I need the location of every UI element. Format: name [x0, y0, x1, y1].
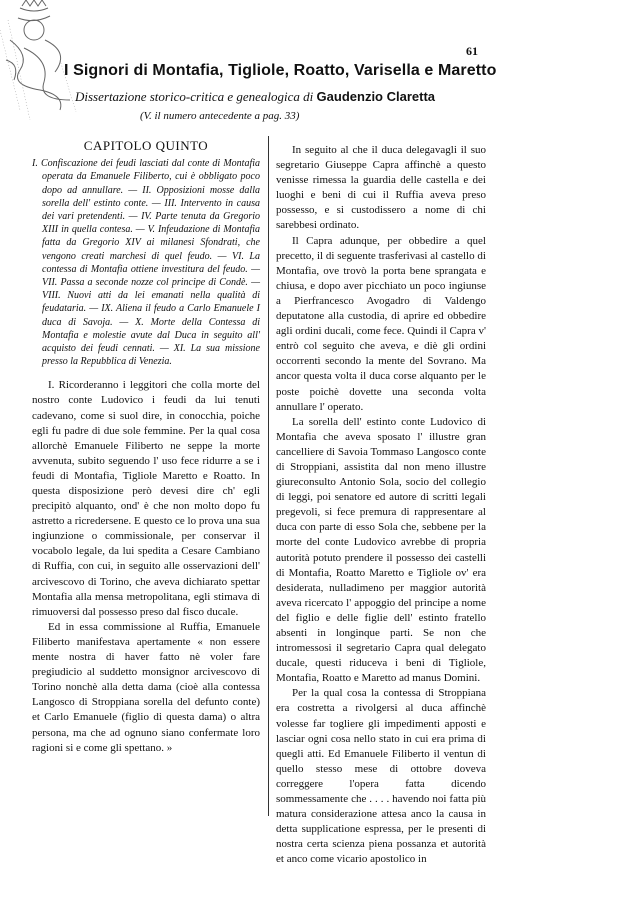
author-name: Gaudenzio Claretta — [316, 89, 436, 104]
paragraph: La sorella dell' estinto conte Ludovico di Montafia che aveva sposato l' illustre gran cancelliere di Savoia Tommaso Langosco conte di Stroppiani, assistita dal non meno illustre giureconsulto Antonio Sola, socio del collegio di leggi, poi senatore ed autore di scritti legali pregevoli, si fece premura di rappresentare al duca con parte di esso Sola che, sebbene per la morte del conte Ludovico avrebbe di propria autorità potuto prendere il possesso dei castelli di Montafia, Roatto Maretto e Tigliole ov' era desiderata, nulladimeno per maggior autorità aveva ricercato l' appoggio del principe a nome del figlio e delle figlie dell' estinto fratello absenti in longinque parti. Se non che intromessosi il segretario Capra qual delegato ducale, questi riduceva i beni di Tigliole, Montafia, Roatto e Maretto ad manus Domini. — [276, 415, 486, 685]
chapter-summary: I. Confiscazione dei feudi lasciati dal conte di Montafia operata da Emanuele Filiberto, cui è obbligato poco dopo ad annullare. — II. Opposizioni mosse dalla sorella dell' estinto conte. — III. Intervento in causa dei vari pretendenti. — IV. Parte tenuta da Gregorio XIII in quella contesa. — V. Infeudazione di Montafia fatta da Gregorio XIV ai milanesi Sfondrati, che vengono creati marchesi di quel feudo. — VI. La contessa di Montafia ottiene investitura del feudo. — VII. Passa a seconde nozze col principe di Condè. — VIII. Nuovi atti da lei emanati nella qualità di feudataria. — IX. Aliena il feudo a Carlo Emanuele I duca di Savoja. — X. Morte della Contessa di Montafia e molestie avute dal Duca in seguito all' acquisto dei feudi cennati. — XI. La sua missione presso la Repubblica di Venezia. — [32, 158, 260, 368]
paragraph: In seguito al che il duca delegavagli il suo segretario Giuseppe Capra affinchè a questo venisse rimessa la guardia delle castella e dei luoghi e beni di cui il Ruffia aveva preso possesso, e si custodissero a nome di chi sarebbesi ordinato. — [276, 144, 486, 232]
right-column — [276, 143, 486, 868]
paragraph: Il Capra adunque, per obbedire a quel precetto, il di seguente trasferivasi al castello di Montafia, ove trovò la porta bene sprangata e chiusa, e dopo aver picchiato un poco ingiunse a Pierfrancesco Avogadro di Valdengo deputatone alla custodia, di aprire ed obbedire agli ordini ducali, come fece. Quindi il Capra v' entrò col seguito che aveva, e diè gli ordini occorrenti secondo la mente del Sovrano. Ma ancor questa volta il duca corse alquanto per le poste poichè dovette una seconda volta annullare l' operato. — [276, 234, 486, 413]
chapter-heading: CAPITOLO QUINTO — [83, 138, 209, 153]
left-column — [32, 138, 260, 756]
paragraph: Ed in essa commissione al Ruffia, Emanuele Filiberto manifestava apertamente « non essere mente nostra di haver fatto nè voler fare pregiudicio al suddetto monsignor arcivescovo di Torino nonchè alla detta dama (cioè alla contessa Langosco di Stroppiana sorella del defunto conte) et Carlo Emanuele (figlio di questa dama) o altra persona, ma che ad ognuno siano confermate loro ragioni si e come gli spettano. » — [32, 620, 260, 754]
column-divider — [268, 136, 269, 816]
article-subtitle — [75, 89, 595, 105]
page-number: 61 — [466, 44, 478, 58]
subtitle-prefix: Dissertazione storico-critica e genealogica di — [75, 89, 314, 104]
article-title: I Signori di Montafia, Tigliole, Roatto, Varisella e Maretto — [64, 62, 497, 79]
paragraph: Per la qual cosa la contessa di Stroppiana era costretta a rivolgersi al duca affinchè volesse far togliere gli impedimenti apposti e lasciar ogni cosa nello stato in cui era prima di quegli atti. Ed Emanuele Filiberto il ventun di quello stesso mese di ottobre doveva correggere l'opera fatta dicendo sommessamente che . . . . havendo noi fatta più matura considerazione attesa anco la causa in detta supplicatione espressa, per le presenti di nostra certa scienza piena possanza et autorità et anco come vicario apostolico in — [276, 687, 486, 866]
paragraph: I. Ricorderanno i leggitori che colla morte del nostro conte Ludovico i feudi da lui tenuti cadevano, come si suol dire, in conocchia, poiche egli fu padre di due sole femmine. Per la qual cosa allorchè Emanuele Filiberto ne seppe la morte avvenuta, subito seguendo l' uso fece ridurre a se i feudi di Montafia, Tigliole Maretto e Roatto. In questa disposizione però devesi dire ch' egli precipitò alquanto, ond' è che non molto dopo fu astretto a ricredersene. E questo ce lo prova una sua ingiunzione o commissionale, per conservar il vocabolo legale, da lui spedita a Cesare Cambiano di Ruffia, con cui, in seguito alle osservazioni dell' arcivescovo di Torino, che aveva dichiarato spettar Montafia alla mensa metropolitana, egli stimava di rimuoversi dal possesso preso dal fisco ducale. — [32, 379, 260, 618]
previous-issue-note: (V. il numero antecedente a pag. 33) — [140, 110, 300, 122]
